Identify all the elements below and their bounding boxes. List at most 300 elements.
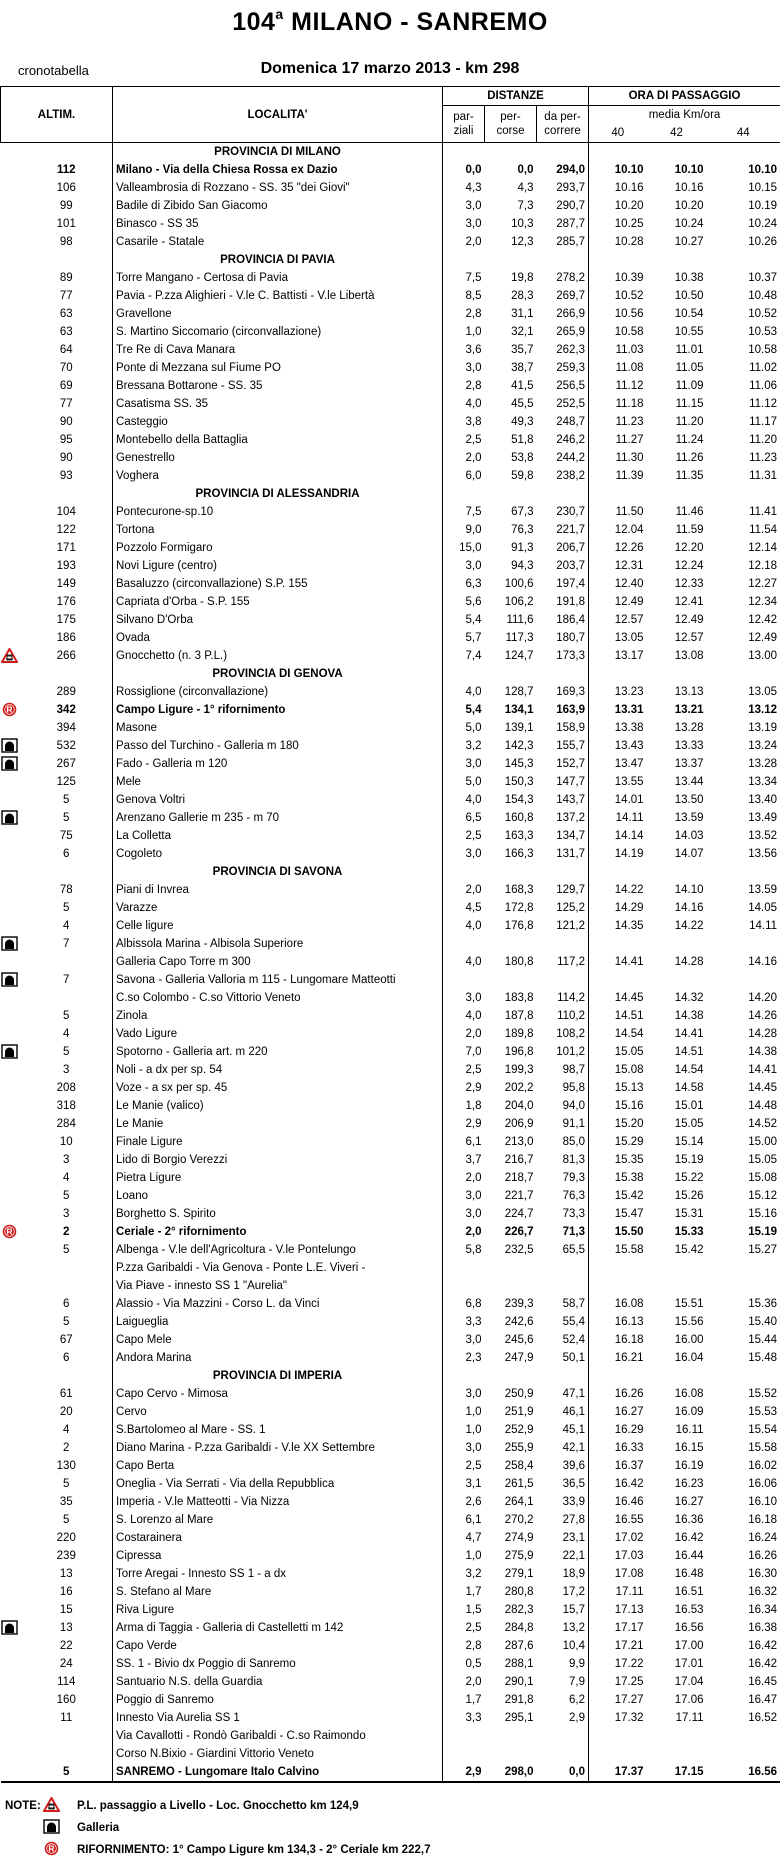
- location: Andora Marina: [113, 1349, 443, 1367]
- province-name: PROVINCIA DI SAVONA: [113, 863, 443, 881]
- time-44: 13.52: [707, 827, 780, 845]
- empty-cell: [443, 863, 485, 881]
- time-44: 12.27: [707, 575, 780, 593]
- dist-parziali: [443, 1727, 485, 1745]
- altitude: 532: [56, 740, 76, 752]
- dist-da-percorrere: 95,8: [562, 1082, 586, 1094]
- time-44: 15.52: [707, 1385, 780, 1403]
- table-row: [1, 1637, 780, 1655]
- time-42: 14.51: [674, 1046, 704, 1058]
- location: Basaluzzo (circonvallazione) S.P. 155: [113, 575, 443, 593]
- time-40: 17.37: [589, 1763, 647, 1782]
- time-44: 16.32: [707, 1583, 780, 1601]
- dist-percorse: [485, 1277, 537, 1295]
- location: Capo Verde: [113, 1637, 443, 1655]
- location: Arenzano Gallerie m 235 - m 70: [113, 809, 443, 827]
- table-row: [1, 1097, 780, 1115]
- icon-cell: [1, 1745, 21, 1763]
- dist-da-percorrere: 230,7: [556, 506, 586, 518]
- time-44: 14.11: [707, 917, 780, 935]
- altitude: 7: [63, 938, 70, 950]
- location: Novi Ligure (centro): [113, 557, 443, 575]
- location: Poggio di Sanremo: [113, 1691, 443, 1709]
- province-header: [1, 143, 780, 162]
- empty-cell: [647, 863, 707, 881]
- dist-percorse: 252,9: [504, 1424, 534, 1436]
- dist-parziali: 7,5: [443, 503, 485, 521]
- dist-parziali: 6,8: [443, 1295, 485, 1313]
- dist-da-percorrere: 45,1: [562, 1424, 586, 1436]
- location: SANREMO - Lungomare Italo Calvino: [113, 1763, 443, 1782]
- altitude: 5: [63, 1316, 70, 1328]
- dist-percorse: 183,8: [504, 992, 534, 1004]
- empty-cell: [589, 251, 647, 269]
- time-44: 12.18: [707, 557, 780, 575]
- icon-cell: [1, 1313, 21, 1331]
- dist-percorse: 111,6: [506, 614, 534, 626]
- time-44: 16.06: [707, 1475, 780, 1493]
- altitude: 2: [63, 1442, 70, 1454]
- time-40: 16.29: [589, 1421, 647, 1439]
- dist-da-percorrere: 129,7: [556, 884, 586, 896]
- location: Capriata d'Orba - S.P. 155: [113, 593, 443, 611]
- icon-cell: [1, 1493, 21, 1511]
- time-42: 13.21: [674, 704, 704, 716]
- dist-parziali: 4,0: [443, 953, 485, 971]
- time-44: 15.58: [707, 1439, 780, 1457]
- icon-cell: [1, 1277, 21, 1295]
- time-44: 16.56: [707, 1763, 780, 1782]
- time-42: 10.20: [674, 200, 704, 212]
- time-42: 15.26: [674, 1190, 704, 1202]
- time-40: 15.47: [589, 1205, 647, 1223]
- time-42: 10.50: [674, 290, 704, 302]
- altitude: 5: [63, 812, 70, 824]
- time-42: 16.36: [674, 1514, 704, 1526]
- empty-cell: [537, 1367, 589, 1385]
- dist-parziali: 2,6: [443, 1493, 485, 1511]
- dist-da-percorrere: 294,0: [556, 164, 586, 176]
- table-row: [1, 1223, 780, 1241]
- dist-parziali: 4,7: [443, 1529, 485, 1547]
- altitude: 3: [63, 1154, 70, 1166]
- time-44: 16.42: [707, 1655, 780, 1673]
- dist-da-percorrere: 163,9: [556, 704, 586, 716]
- dist-parziali: 2,8: [443, 305, 485, 323]
- dist-parziali: 3,0: [443, 755, 485, 773]
- time-42: [647, 1727, 707, 1745]
- time-42: 10.54: [674, 308, 704, 320]
- tunnel-icon: [1, 935, 21, 953]
- location: Albenga - V.le dell'Agricoltura - V.le Pontelungo: [113, 1241, 443, 1259]
- altitude: 5: [63, 1244, 70, 1256]
- location: Varazze: [113, 899, 443, 917]
- icon-cell: [1, 215, 21, 233]
- time-40: 10.28: [589, 233, 647, 251]
- empty-cell: [647, 665, 707, 683]
- location: Piani di Invrea: [113, 881, 443, 899]
- location: La Colletta: [113, 827, 443, 845]
- dist-percorse: 291,8: [504, 1694, 534, 1706]
- time-40: 16.08: [589, 1295, 647, 1313]
- location: Cervo: [113, 1403, 443, 1421]
- dist-da-percorrere: [537, 971, 589, 989]
- time-42: 10.38: [674, 272, 704, 284]
- time-42: 14.03: [674, 830, 704, 842]
- dist-parziali: 2,9: [443, 1079, 485, 1097]
- time-42: 15.05: [674, 1118, 704, 1130]
- icon-cell: [1, 1115, 21, 1133]
- altitude: 69: [59, 380, 73, 392]
- time-42: 11.05: [675, 362, 704, 374]
- table-row: [1, 197, 780, 215]
- table-row: [1, 971, 780, 989]
- time-44: 16.38: [707, 1619, 780, 1637]
- dist-parziali: 6,5: [443, 809, 485, 827]
- dist-parziali: 3,7: [443, 1151, 485, 1169]
- altitude: 15: [59, 1604, 73, 1616]
- dist-da-percorrere: 256,5: [556, 380, 586, 392]
- icon-cell: [1, 827, 21, 845]
- dist-da-percorrere: 101,2: [556, 1046, 586, 1058]
- location: SS. 1 - Bivio dx Poggio di Sanremo: [113, 1655, 443, 1673]
- empty-cell: [443, 485, 485, 503]
- time-42: 15.56: [674, 1316, 704, 1328]
- altitude: 208: [56, 1082, 76, 1094]
- icon-cell: [1, 683, 21, 701]
- dist-parziali: 3,2: [443, 1565, 485, 1583]
- time-42: 16.48: [674, 1568, 704, 1580]
- time-42: 15.01: [674, 1100, 704, 1112]
- time-42: 16.42: [674, 1532, 704, 1544]
- time-40: 12.31: [589, 557, 647, 575]
- dist-percorse: 295,1: [504, 1712, 534, 1724]
- icon-cell: [1, 629, 21, 647]
- time-42: 16.19: [674, 1460, 704, 1472]
- empty-cell: [589, 863, 647, 881]
- dist-da-percorrere: 71,3: [562, 1226, 586, 1238]
- table-row: [1, 773, 780, 791]
- table-row: [1, 683, 780, 701]
- dist-parziali: 3,3: [443, 1709, 485, 1727]
- time-40: 17.25: [589, 1673, 647, 1691]
- dist-da-percorrere: 259,3: [556, 362, 586, 374]
- table-row: [1, 1187, 780, 1205]
- table-row: [1, 593, 780, 611]
- dist-da-percorrere: 15,7: [562, 1604, 586, 1616]
- location: Laigueglia: [113, 1313, 443, 1331]
- icon-cell: [1, 431, 21, 449]
- icon-cell: [1, 1547, 21, 1565]
- tunnel-icon: [1, 809, 21, 827]
- icon-cell: [1, 1439, 21, 1457]
- altitude: 16: [59, 1586, 73, 1598]
- dist-da-percorrere: 17,2: [562, 1586, 586, 1598]
- dist-percorse: 154,3: [504, 794, 534, 806]
- location: Finale Ligure: [113, 1133, 443, 1151]
- notes-label: NOTE:: [5, 1800, 41, 1812]
- table-row: [1, 1115, 780, 1133]
- dist-percorse: 67,3: [511, 506, 534, 518]
- location: Arma di Taggia - Galleria di Castelletti m 142: [113, 1619, 443, 1637]
- location: Loano: [113, 1187, 443, 1205]
- time-40: 16.27: [589, 1403, 647, 1421]
- time-44: 12.49: [707, 629, 780, 647]
- location: Torre Aregai - Innesto SS 1 - a dx: [113, 1565, 443, 1583]
- table-row: [1, 359, 780, 377]
- altitude: 4: [63, 1424, 70, 1436]
- time-44: 15.08: [707, 1169, 780, 1187]
- location: Innesto Via Aurelia SS 1: [113, 1709, 443, 1727]
- time-42: 15.42: [674, 1244, 704, 1256]
- location: Tre Re di Cava Manara: [113, 341, 443, 359]
- altitude: 5: [21, 1763, 113, 1782]
- table-row: [1, 881, 780, 899]
- location: Pontecurone-sp.10: [113, 503, 443, 521]
- time-42: 16.08: [674, 1388, 704, 1400]
- table-row: [1, 377, 780, 395]
- dist-parziali: 2,9: [443, 1763, 485, 1782]
- dist-percorse: 255,9: [504, 1442, 534, 1454]
- time-40: 16.13: [589, 1313, 647, 1331]
- dist-da-percorrere: 173,3: [556, 650, 586, 662]
- icon-cell: [1, 359, 21, 377]
- location: Casarile - Statale: [113, 233, 443, 251]
- empty-cell: [707, 665, 780, 683]
- dist-percorse: 226,7: [504, 1226, 534, 1238]
- time-42: 12.49: [674, 614, 704, 626]
- dist-percorse: 176,8: [504, 920, 534, 932]
- table-row: [1, 755, 780, 773]
- table-row: [1, 1277, 780, 1295]
- dist-percorse: 10,3: [511, 218, 534, 230]
- time-40: 13.31: [589, 701, 647, 719]
- altitude: 98: [59, 236, 73, 248]
- icon-cell: [1, 233, 21, 251]
- time-44: 11.31: [707, 467, 780, 485]
- location: Oneglia - Via Serrati - Via della Repubblica: [113, 1475, 443, 1493]
- dist-percorse: 0,0: [517, 164, 534, 176]
- dist-da-percorrere: 158,9: [556, 722, 586, 734]
- dist-percorse: 224,7: [504, 1208, 534, 1220]
- location: Savona - Galleria Valloria m 115 - Lungomare Matteotti: [113, 971, 443, 989]
- location: Binasco - SS 35: [113, 215, 443, 233]
- table-row: [1, 791, 780, 809]
- icon-cell: [1, 773, 21, 791]
- dist-da-percorrere: 269,7: [556, 290, 586, 302]
- table-row: [1, 1529, 780, 1547]
- location: Ovada: [113, 629, 443, 647]
- dist-percorse: 261,5: [504, 1478, 534, 1490]
- time-40: 10.58: [589, 323, 647, 341]
- icon-cell: [1, 665, 21, 683]
- table-row: [1, 1259, 780, 1277]
- time-42: 16.23: [674, 1478, 704, 1490]
- dist-parziali: 4,0: [443, 395, 485, 413]
- time-42: 17.01: [674, 1658, 704, 1670]
- dist-parziali: 2,0: [443, 881, 485, 899]
- icon-cell: [1, 791, 21, 809]
- dist-da-percorrere: 23,1: [562, 1532, 586, 1544]
- altitude: 3: [63, 1208, 70, 1220]
- table-row: [1, 1673, 780, 1691]
- altitude: 5: [63, 902, 70, 914]
- table-row: [1, 827, 780, 845]
- tunnel-icon: [1, 755, 21, 773]
- dist-da-percorrere: 248,7: [556, 416, 586, 428]
- altitude-cell: [21, 665, 113, 683]
- dist-da-percorrere: [537, 1745, 589, 1763]
- altitude: 5: [63, 1514, 70, 1526]
- altitude: 114: [57, 1676, 76, 1688]
- time-40: 13.47: [589, 755, 647, 773]
- icon-cell: [1, 1565, 21, 1583]
- table-row: [1, 1547, 780, 1565]
- location: C.so Colombo - C.so Vittorio Veneto: [113, 989, 443, 1007]
- time-40: 14.51: [589, 1007, 647, 1025]
- time-42: [647, 935, 707, 953]
- time-42: 13.59: [674, 812, 704, 824]
- time-44: 15.44: [707, 1331, 780, 1349]
- time-40: 12.57: [589, 611, 647, 629]
- col-parziali: par- ziali: [443, 106, 485, 143]
- altitude: 5: [63, 1046, 70, 1058]
- tunnel-icon: [1, 1619, 21, 1637]
- location: Le Manie (valico): [113, 1097, 443, 1115]
- dist-parziali: 1,0: [443, 1421, 485, 1439]
- altitude: 90: [59, 416, 73, 428]
- altitude: 22: [59, 1640, 73, 1652]
- dist-parziali: 2,5: [443, 1061, 485, 1079]
- dist-da-percorrere: 278,2: [556, 272, 586, 284]
- time-44: 13.59: [707, 881, 780, 899]
- dist-parziali: 6,3: [443, 575, 485, 593]
- dist-da-percorrere: 46,1: [562, 1406, 586, 1418]
- dist-percorse: 280,8: [504, 1586, 534, 1598]
- dist-percorse: 19,8: [511, 272, 534, 284]
- icon-cell: [1, 305, 21, 323]
- time-40: 15.50: [589, 1223, 647, 1241]
- race-title: 104$^a$ MILANO - SANREMO: [232, 6, 548, 36]
- time-44: 15.27: [707, 1241, 780, 1259]
- dist-parziali: 4,0: [443, 1007, 485, 1025]
- time-40: 11.18: [589, 395, 647, 413]
- altitude: 267: [56, 758, 76, 770]
- empty-cell: [647, 251, 707, 269]
- dist-percorse: 204,0: [504, 1100, 534, 1112]
- time-42: 13.37: [674, 758, 704, 770]
- time-44: 16.42: [707, 1637, 780, 1655]
- time-40: 14.01: [589, 791, 647, 809]
- time-42: 12.57: [674, 632, 704, 644]
- table-row: [1, 1439, 780, 1457]
- altitude: 160: [56, 1694, 76, 1706]
- location: Fado - Galleria m 120: [113, 755, 443, 773]
- dist-da-percorrere: 76,3: [562, 1190, 586, 1202]
- time-40: 11.12: [589, 377, 647, 395]
- dist-percorse: 196,8: [504, 1046, 534, 1058]
- dist-parziali: [443, 1259, 485, 1277]
- time-40: 15.35: [589, 1151, 647, 1169]
- icon-cell: [1, 1457, 21, 1475]
- table-row: [1, 1061, 780, 1079]
- icon-cell: [1, 161, 21, 179]
- altitude: 5: [63, 1190, 70, 1202]
- altitude: [21, 1727, 113, 1745]
- time-42: 13.50: [674, 794, 704, 806]
- location: Pozzolo Formigaro: [113, 539, 443, 557]
- time-42: 10.16: [674, 182, 704, 194]
- location: Costarainera: [113, 1529, 443, 1547]
- time-44: 13.28: [707, 755, 780, 773]
- table-row: [1, 1619, 780, 1637]
- time-40: 13.05: [589, 629, 647, 647]
- altitude: 99: [59, 200, 73, 212]
- dist-da-percorrere: 13,2: [562, 1622, 586, 1634]
- empty-cell: [707, 1367, 780, 1385]
- location: Celle ligure: [113, 917, 443, 935]
- dist-parziali: 2,8: [443, 1637, 485, 1655]
- time-40: 12.40: [589, 575, 647, 593]
- location: Casteggio: [113, 413, 443, 431]
- dist-percorse: 284,8: [504, 1622, 534, 1634]
- dist-da-percorrere: 131,7: [556, 848, 586, 860]
- dist-percorse: 91,3: [511, 542, 534, 554]
- time-44: 15.16: [707, 1205, 780, 1223]
- dist-parziali: 4,5: [443, 899, 485, 917]
- dist-parziali: 5,8: [443, 1241, 485, 1259]
- table-row: [1, 1043, 780, 1061]
- dist-da-percorrere: 252,5: [556, 398, 586, 410]
- time-44: 13.12: [707, 701, 780, 719]
- dist-da-percorrere: 18,9: [562, 1568, 586, 1580]
- icon-cell: [1, 485, 21, 503]
- dist-da-percorrere: 285,7: [556, 236, 586, 248]
- time-40: 17.21: [589, 1637, 647, 1655]
- altitude: 175: [56, 614, 76, 626]
- location: Campo Ligure - 1° rifornimento: [113, 701, 443, 719]
- time-44: 14.45: [707, 1079, 780, 1097]
- icon-cell: [1, 539, 21, 557]
- time-40: 13.43: [589, 737, 647, 755]
- dist-da-percorrere: 191,8: [556, 596, 586, 608]
- dist-parziali: 2,0: [443, 1025, 485, 1043]
- dist-percorse: 117,3: [505, 632, 534, 644]
- time-42: 11.26: [675, 452, 704, 464]
- time-40: 10.52: [589, 287, 647, 305]
- table-row: [1, 215, 780, 233]
- table-row: [1, 179, 780, 197]
- dist-da-percorrere: 246,2: [556, 434, 586, 446]
- dist-percorse: 160,8: [504, 812, 534, 824]
- time-44: 15.48: [707, 1349, 780, 1367]
- dist-parziali: 3,2: [443, 737, 485, 755]
- altitude: 5: [63, 1010, 70, 1022]
- dist-parziali: 3,0: [443, 1385, 485, 1403]
- province-name: PROVINCIA DI GENOVA: [113, 665, 443, 683]
- time-42: 10.27: [674, 236, 704, 248]
- time-44: 16.18: [707, 1511, 780, 1529]
- time-42: 13.44: [674, 776, 704, 788]
- time-40: 10.20: [589, 197, 647, 215]
- time-40: 17.13: [589, 1601, 647, 1619]
- dist-parziali: 2,5: [443, 1457, 485, 1475]
- time-42: 10.10: [674, 164, 704, 176]
- location: Borghetto S. Spirito: [113, 1205, 443, 1223]
- dist-percorse: 94,3: [511, 560, 534, 572]
- altitude: 284: [56, 1118, 76, 1130]
- time-44: 10.26: [707, 233, 780, 251]
